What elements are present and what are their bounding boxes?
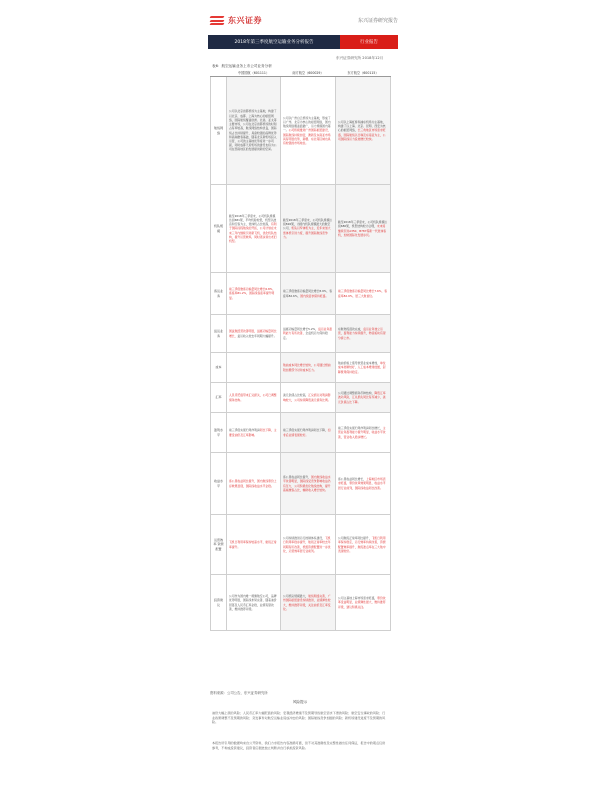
document-type: 东兴证券研究报告	[358, 18, 399, 24]
cell-text: 公司作为国内唯一载旗航空公司，品牌优势明显，国际线布局完善，随着油价回落及人民币汇率企稳，业绩有望改善，维持推荐评级。	[229, 594, 277, 611]
source-note: 资料来源：公司公告，东兴证券研究所	[210, 691, 268, 695]
row-category: 收益水平	[211, 453, 227, 515]
table-cell	[227, 575, 281, 631]
cell-highlight-text: 飞机日利用率保持稳定，运行效率持续改善，资源配置效率提升，航班准点率在三大航中表现较好。	[338, 536, 386, 553]
cell-highlight-text: 未来将继续引进A350、B787等新一代宽体客机，加快国际化发展步伐。	[338, 224, 387, 237]
cell-text: 航油价格上涨导致营业成本增加，	[338, 361, 380, 366]
table-cell	[281, 77, 336, 185]
table-cell	[227, 515, 281, 575]
brand-logo	[210, 15, 262, 26]
cell-text: 货邮运输量同比增长5.2%，	[283, 327, 319, 332]
cell-text: 人民币贬值带来汇兑损失，公司已调整债务结构。	[229, 393, 277, 402]
cell-highlight-text: 公司积极推进广州国际枢纽建设，国际航线持续加密，澳新及东南亚市场具有明显优势，新疆、东北等区域也具有较强的市场地位。	[283, 128, 331, 145]
table-cell	[281, 515, 336, 575]
table-row	[211, 315, 391, 353]
row-category: 盈利水平	[211, 413, 227, 453]
cell-text: 客公里收益同比提升，国内航线票价上浮效果显现，国际线收益水平企稳。	[229, 479, 277, 488]
cell-text: 飞机日利用率保持较高水平，航班正常率提升。	[229, 540, 277, 549]
table-row	[211, 413, 391, 453]
table-cell	[336, 575, 391, 631]
cell-text: 客公里收益同比增长，	[338, 477, 366, 482]
table-row	[211, 185, 391, 273]
column-header: 南方航空（600029）	[281, 68, 336, 77]
table-cell	[336, 413, 391, 453]
cell-text: 前三季度旅客运输量同比增长7.6%，客座率82.9%，居三大航首位。	[338, 289, 388, 298]
table-cell	[281, 453, 336, 515]
cell-text: 国货航经营改善明显，货邮运输量同比增长，	[229, 329, 277, 338]
cell-text: 截至2018年三季度末，公司机队规模达到680架，机型结构较为合理，	[338, 220, 388, 229]
cell-text: 前三季度旅客运输量同比增长8.9%，客座率82.6%，	[283, 289, 333, 298]
table-cell	[336, 315, 391, 353]
cell-highlight-text: 降低汇率波动风险，汇兑损失同比有所减少，美元负债占比下降。	[338, 391, 386, 404]
table-row	[211, 383, 391, 413]
cell-highlight-text: 有利于国际远程航线的开拓，公司计划在未来三年内继续引进新飞机，优化机队结构，提升运营效率，同时逐步退出老旧机型。	[229, 222, 277, 243]
column-header	[211, 68, 227, 77]
cell-text: 公司主基地上海市场需求旺盛，	[338, 596, 378, 601]
table-cell	[336, 273, 391, 315]
table-cell	[336, 453, 391, 515]
table-cell	[336, 77, 391, 185]
table-row	[211, 273, 391, 315]
cell-text: 公司通过调整债务币种结构，	[338, 391, 375, 396]
row-category: 成本	[211, 353, 227, 383]
risk-section-title: 风险提示	[292, 700, 308, 704]
row-category: 投资建议	[211, 575, 227, 631]
row-category: 运营效率 资源配置	[211, 515, 227, 575]
cell-highlight-text: 飞机日利用率稳步提升，航班正常率较去年同期有所改善，机组资源配置进一步优化，运营效率居行业前列。	[283, 536, 331, 553]
cell-highlight-text: 上海地区市场需求旺盛，票价改革效果明显，收益水平居行业前列，国际线收益同比改善。	[338, 477, 386, 490]
cell-text: 公司机队规模最大，	[283, 594, 309, 599]
cell-highlight-text: 货运业务盈利能力有所改善，	[283, 327, 333, 336]
table-cell	[227, 413, 281, 453]
table-row	[211, 77, 391, 185]
table-cell	[336, 515, 391, 575]
cell-text-continued: 货运收入较去年同期大幅提升。	[237, 333, 277, 338]
table-cell	[281, 383, 336, 413]
table-row	[211, 453, 391, 515]
cell-text: 公司持续推进运行控制体系建设，	[283, 536, 325, 541]
table-cell	[227, 273, 281, 315]
report-title: 2018年第三季度航空运输业务分析报告	[208, 35, 340, 49]
brand-mark-icon	[210, 16, 224, 25]
table-cell	[227, 353, 281, 383]
table-cell	[281, 575, 336, 631]
table-row	[211, 353, 391, 383]
cell-highlight-text: 长三角地区市场需求旺盛，国际航线以日韩及东南亚为主，公司国际线运力投放增长较快。	[338, 128, 386, 141]
cell-highlight-text: 国内线需求保持旺盛。	[300, 293, 329, 298]
cell-highlight-text: 航线网络完善，广州国际枢纽建设持续推进，业绩弹性较大，维持推荐评级，关注油价及汇率变化。	[283, 594, 331, 611]
cell-text: 东航物流混改完成，	[338, 327, 364, 332]
table-cell	[336, 353, 391, 383]
cell-text: 截至2018年三季度末，公司机队规模达到826架，为国内机队规模最大的航空公司，	[283, 217, 333, 231]
comparison-table	[210, 68, 391, 631]
table-row	[211, 575, 391, 631]
disclaimer-paragraph: 本报告所引用的数据均来自公开资料，我们力求报告内容准确可靠，但不对其准确性及完整性做出任何保证，报告中的观点仅供参考，不构成投资建议，投资者应据此独立判断并自行承担投资风险。	[212, 741, 386, 750]
table-cell	[227, 185, 281, 273]
table-body	[211, 77, 391, 631]
table-cell	[227, 383, 281, 413]
cell-text: 前三季度实现归母净利润同比下降，	[283, 428, 328, 433]
cell-text: 客公里收益同比提升，	[283, 475, 311, 480]
table-cell	[281, 315, 336, 353]
cell-text: 前三季度实现归母净利润同比增长，	[338, 426, 383, 431]
cell-highlight-text: 单位成本控制较好，人工成本增速放缓，起降费用保持稳定。	[338, 361, 386, 374]
title-banner	[208, 35, 398, 49]
table-cell	[281, 273, 336, 315]
cell-highlight-text: 汇兑损失对利润影响较大，公司持续降低美元债务比例。	[283, 393, 331, 402]
table-header-row	[211, 68, 391, 77]
cell-text: 航油成本同比增长较快，公司通过燃油附加费部分对冲成本压力。	[283, 363, 331, 372]
report-tag: 行业报告	[340, 35, 398, 49]
table-cell	[227, 315, 281, 353]
table-cell	[336, 383, 391, 413]
cell-highlight-text: 同比下降，主要受油价及汇率影响。	[229, 428, 277, 437]
cell-highlight-text: 票价改革受益明显，业绩弹性最大，维持推荐评级，建议积极关注。	[338, 596, 386, 609]
cell-text-continued: 全货机运力保持稳定。	[283, 331, 328, 340]
date-line: 东兴证券研究所 2018年12月	[336, 56, 384, 60]
cell-text: 截至2018年三季度末，公司机队规模达到681架，平均机龄较低，机型以波音和空客为主，宽体机占比较高，	[229, 213, 277, 227]
cell-highlight-text: 机队以窄体机为主，近年来加大宽体机引进力度，提升国际航线竞争力。	[283, 226, 331, 239]
table-cell	[281, 413, 336, 453]
risk-paragraph: 油价大幅上涨的风险；人民币汇率大幅贬值的风险；宏观经济增速不及预期导致航空需求下滑的风险；航空安全事故的风险；行业政策调整不及预期的风险；突发事件对航空运输业造成冲击的风险；国际航线竞争加剧的风险；新机场建设进度不及预期的风险。	[212, 711, 386, 725]
cell-highlight-text: 主营业务盈利能力提升明显，收益水平改善，营业收入稳步增长。	[338, 426, 386, 439]
row-category: 机队规模	[211, 185, 227, 273]
cell-highlight-text: 扣非后业绩表现较好。	[283, 428, 331, 437]
row-category: 客运业务	[211, 273, 227, 315]
table-cell	[336, 185, 391, 273]
table-cell	[281, 185, 336, 273]
cell-text: 公司以北京首都机场为主基地，构建了以北京、成都、上海为核心的枢纽网络，国际航线覆盖欧洲、北美、亚太等主要市场，公司在北京首都机场的时刻占有率较高，航线网络结构优良，国际线占比持续提升，具备较强的品牌优势和高端旅客基础，随着北京新机场投入运营，公司的主基地优势将进一步巩固，同时成都天府机场的建设也将为公司在西南地区的发展提供新的空间。	[229, 109, 277, 152]
row-category: 汇率	[211, 383, 227, 413]
table-row	[211, 515, 391, 575]
cell-text: 公司以广州白云机场为主基地，形成了以广州、北京为核心的枢纽网络，国内航线网络覆盖面最广，运力规模国内第一。	[283, 115, 331, 133]
row-category: 货运业务	[211, 315, 227, 353]
column-header: 东方航空（600115）	[336, 68, 391, 77]
cell-text: 前三季度实现归母净利润	[229, 428, 260, 433]
column-header: 中国国航（601111）	[227, 68, 281, 77]
cell-text: 美元负债占比较高，	[283, 393, 309, 398]
brand-name: 东兴证券	[228, 16, 262, 25]
table-cell	[227, 453, 281, 515]
cell-text: 公司以上海虹桥和浦东机场为主基地，构建了以上海、北京、昆明、西安为核心的枢纽网络，	[338, 119, 386, 133]
table-cell	[227, 77, 281, 185]
cell-highlight-text: 国内航线收益水平改善明显，国际线受竞争影响收益仍有压力，公司积极优化航线结构，提升高端旅客占比，辅助收入增长较快。	[283, 475, 331, 492]
cell-highlight-text: 货运业务独立运营，盈利能力持续提升，物流板块有望分拆上市。	[338, 327, 386, 340]
cell-text: 公司航班正常率同比提升，	[338, 536, 372, 541]
table-title: 表6：航空运输业务上市公司业务分析	[212, 64, 272, 68]
table-cell	[281, 353, 336, 383]
row-category: 航线网络	[211, 77, 227, 185]
cell-text: 前三季度旅客运输量同比增长6.8%，客座率81.2%，国际线客座率提升明显。	[229, 287, 276, 300]
